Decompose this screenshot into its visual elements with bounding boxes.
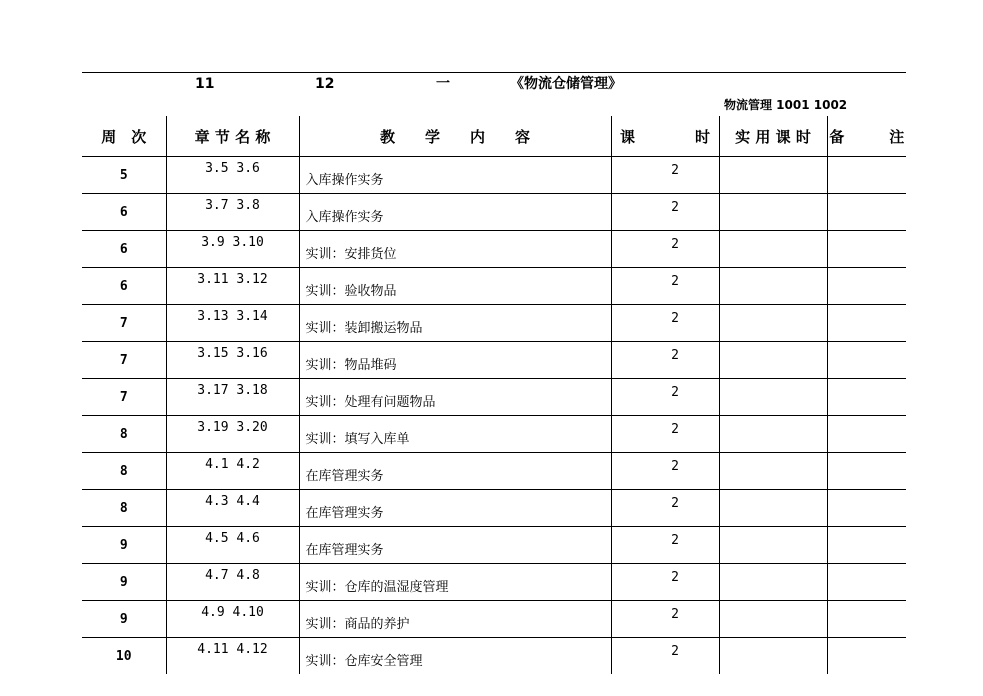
cell-chapter: 3.9 3.10 <box>166 231 299 268</box>
cell-actual-hours <box>719 305 827 342</box>
cell-week: 10 <box>115 648 132 664</box>
cell-week: 8 <box>82 416 166 453</box>
month-to: 12 <box>315 76 335 92</box>
cell-actual-hours <box>719 379 827 416</box>
cell-chapter: 4.1 4.2 <box>166 453 299 490</box>
table-row <box>82 268 906 305</box>
table-row <box>82 527 906 564</box>
cell-note <box>827 490 906 527</box>
table-row <box>82 490 906 527</box>
cell-hours: 2 <box>611 305 719 342</box>
cell-week: 9 <box>82 601 166 638</box>
cell-actual-hours <box>719 268 827 305</box>
cell-hours: 2 <box>611 490 719 527</box>
cell-note <box>827 231 906 268</box>
cell-note <box>827 564 906 601</box>
schedule-table <box>82 116 906 674</box>
cell-hours: 2 <box>611 231 719 268</box>
cell-hours: 2 <box>611 157 719 194</box>
cell-hours: 2 <box>611 453 719 490</box>
col-header-content: 教 学 内 容 <box>299 116 611 157</box>
cell-actual-hours <box>719 601 827 638</box>
table-row <box>82 157 906 194</box>
cell-hours: 2 <box>611 194 719 231</box>
table-row <box>82 231 906 268</box>
table-row <box>82 305 906 342</box>
cell-hours: 2 <box>611 527 719 564</box>
table-row <box>82 342 906 379</box>
course-title: 《物流仓储管理》 <box>510 76 622 92</box>
cell-chapter: 4.5 4.6 <box>166 527 299 564</box>
cell-content: 实训：装卸搬运物品 <box>299 305 611 342</box>
cell-actual-hours <box>719 231 827 268</box>
cell-content: 在库管理实务 <box>299 490 611 527</box>
cell-week: 5 <box>82 157 166 194</box>
cell-content: 实训：安排货位 <box>299 231 611 268</box>
cell-actual-hours <box>719 490 827 527</box>
cell-content: 在库管理实务 <box>299 453 611 490</box>
table-header-row <box>82 116 906 157</box>
cell-chapter: 3.7 3.8 <box>166 194 299 231</box>
cell-actual-hours <box>719 453 827 490</box>
cell-content: 在库管理实务 <box>299 527 611 564</box>
cell-content: 实训：验收物品 <box>299 268 611 305</box>
cell-content: 实训：物品堆码 <box>299 342 611 379</box>
cell-content: 实训：处理有问题物品 <box>299 379 611 416</box>
cell-chapter: 4.11 4.12 <box>166 638 299 675</box>
cell-note <box>827 342 906 379</box>
cell-note <box>827 638 906 675</box>
col-header-hours: 课 时 <box>611 116 719 157</box>
cell-content: 实训：商品的养护 <box>299 601 611 638</box>
table-row <box>82 379 906 416</box>
cell-week: 7 <box>82 305 166 342</box>
table-row <box>82 453 906 490</box>
cell-hours: 2 <box>611 342 719 379</box>
cell-content: 实训：仓库安全管理 <box>299 638 611 675</box>
cell-content: 实训：仓库的温湿度管理 <box>299 564 611 601</box>
cell-hours: 2 <box>611 601 719 638</box>
table-row <box>82 194 906 231</box>
cell-chapter: 3.5 3.6 <box>166 157 299 194</box>
cell-note <box>827 416 906 453</box>
cell-actual-hours <box>719 194 827 231</box>
cell-chapter: 4.3 4.4 <box>166 490 299 527</box>
table-row <box>82 564 906 601</box>
cell-hours: 2 <box>611 416 719 453</box>
col-header-notes: 备 注 <box>827 116 906 157</box>
cell-chapter: 3.17 3.18 <box>166 379 299 416</box>
cell-actual-hours <box>719 416 827 453</box>
cell-hours: 2 <box>611 268 719 305</box>
table-row <box>82 601 906 638</box>
cell-week: 8 <box>82 490 166 527</box>
cell-note <box>827 305 906 342</box>
cell-chapter: 4.7 4.8 <box>166 564 299 601</box>
cell-hours: 2 <box>611 564 719 601</box>
col-header-actual-hours: 实 用 课 时 <box>719 116 827 157</box>
cell-note <box>827 527 906 564</box>
col-header-week: 周 次 <box>82 116 166 157</box>
cell-actual-hours <box>719 157 827 194</box>
cell-chapter: 3.19 3.20 <box>166 416 299 453</box>
cell-week: 9 <box>82 527 166 564</box>
header-dash: 一 <box>436 76 450 92</box>
cell-actual-hours <box>719 564 827 601</box>
cell-week: 7 <box>82 342 166 379</box>
cell-hours: 2 <box>611 379 719 416</box>
cell-week: 6 <box>82 231 166 268</box>
cell-note <box>827 379 906 416</box>
cell-content: 入库操作实务 <box>299 194 611 231</box>
class-label: 物流管理 1001 1002 <box>724 98 848 112</box>
cell-note <box>827 453 906 490</box>
cell-content: 实训：填写入库单 <box>299 416 611 453</box>
cell-week: 9 <box>82 564 166 601</box>
cell-note <box>827 194 906 231</box>
cell-actual-hours <box>719 342 827 379</box>
cell-actual-hours <box>719 638 827 675</box>
cell-chapter: 3.15 3.16 <box>166 342 299 379</box>
table-row <box>82 416 906 453</box>
cell-actual-hours <box>719 527 827 564</box>
cell-note <box>827 157 906 194</box>
header-top-rule <box>82 72 906 73</box>
cell-chapter: 3.13 3.14 <box>166 305 299 342</box>
col-header-chapter: 章 节 名 称 <box>166 116 299 157</box>
month-from: 11 <box>195 76 215 92</box>
cell-content: 入库操作实务 <box>299 157 611 194</box>
cell-week: 7 <box>82 379 166 416</box>
cell-hours: 2 <box>611 638 719 675</box>
cell-chapter: 3.11 3.12 <box>166 268 299 305</box>
cell-week: 6 <box>82 194 166 231</box>
cell-note <box>827 601 906 638</box>
table-row <box>82 638 906 675</box>
cell-note <box>827 268 906 305</box>
cell-chapter: 4.9 4.10 <box>166 601 299 638</box>
cell-week: 8 <box>82 453 166 490</box>
cell-week: 6 <box>82 268 166 305</box>
